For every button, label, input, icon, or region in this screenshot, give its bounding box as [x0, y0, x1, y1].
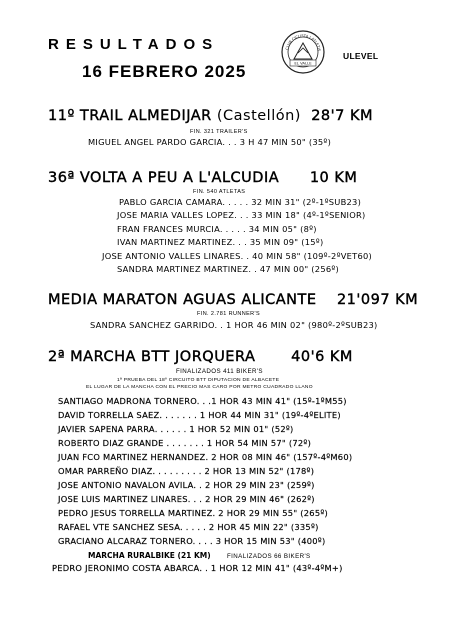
event-2-result: JOSE MARIA VALLES LOPEZ. . . 33 MIN 18" (4º-1ºSENIOR)	[117, 210, 366, 220]
event-4-note: EL LUGAR DE LA MANCHA CON EL PRECIO MAS CARO POR METRO CUADRADO LLANO	[86, 385, 313, 390]
results-date: 16 FEBRERO 2025	[82, 62, 247, 81]
logo-band-text: EL VALLE	[294, 60, 312, 66]
event-1-name: 11º TRAIL ALMEDIJAR	[48, 108, 212, 124]
event-4-result: PEDRO JESUS TORRELLA MARTINEZ. 2 HOR 29 MIN 55" (265º)	[58, 508, 328, 518]
event-3-distance: 21'097 KM	[336, 292, 419, 308]
event-4-result: OMAR PARREÑO DIAZ. . . . . . . . . 2 HOR 13 MIN 52" (178º)	[58, 466, 315, 476]
event-4-result: SANTIAGO MADRONA TORNERO. . .1 HOR 43 MIN 41" (15º-1ºM55)	[58, 396, 347, 406]
event-4-result: ROBERTO DIAZ GRANDE . . . . . . . 1 HOR 54 MIN 57" (72º)	[58, 438, 312, 448]
ruralbike-result: PEDRO JERONIMO COSTA ABARCA. . 1 HOR 12 MIN 41" (43º-4ºM+)	[52, 563, 343, 573]
event-2-distance: 10 KM	[309, 170, 358, 186]
event-4-note: 1ª PRUEBA DEL 18º CIRCUITO BTT DIPUTACION DE ALBACETE	[117, 378, 280, 383]
event-3-result: SANDRA SANCHEZ GARRIDO. . 1 HOR 46 MIN 02" (980º-2ºSUB23)	[90, 320, 378, 330]
event-3-name: MEDIA MARATON AGUAS ALICANTE	[48, 292, 317, 308]
event-3-finishers: FIN. 2.781 RUNNER'S	[197, 311, 261, 317]
event-2-result: PABLO GARCIA CAMARA. . . . . 32 MIN 31" (2º-1ºSUB23)	[119, 197, 362, 207]
event-1-place: (Castellón)	[216, 108, 301, 124]
ulevel-logo: ULEVEL	[343, 51, 379, 61]
event-3-title	[48, 292, 418, 308]
svg-text:CLUB CICLISTA I ATLETISMO: CLUB CICLISTA I ATLETIS	[285, 33, 322, 52]
event-4-name: 2ª MARCHA BTT JORQUERA	[48, 349, 256, 365]
club-logo	[280, 29, 326, 75]
event-4-result: GRACIANO ALCARAZ TORNERO. . . . 3 HOR 15 MIN 53" (400º)	[58, 536, 326, 546]
event-1-title	[48, 108, 373, 124]
event-4-result: JOSE ANTONIO NAVALON AVILA. . 2 HOR 29 MIN 23" (259º)	[58, 480, 315, 490]
event-2-result: IVAN MARTINEZ MARTINEZ. . . 35 MIN 09" (15º)	[117, 237, 324, 247]
event-4-title	[48, 349, 353, 365]
event-1-result: MIGUEL ANGEL PARDO GARCIA. . . 3 H 47 MIN 50" (35º)	[88, 137, 332, 147]
event-2-title	[48, 170, 357, 186]
event-4-result: JAVIER SAPENA PARRA. . . . . . 1 HOR 52 MIN 01" (52º)	[58, 424, 294, 434]
page-title: RESULTADOS	[48, 36, 220, 53]
event-2-finishers: FIN. 540 ATLETAS	[193, 189, 246, 195]
event-4-result: JUAN FCO MARTINEZ HERNANDEZ. 2 HOR 08 MIN 46" (157º-4ºM60)	[58, 452, 353, 462]
event-1-distance: 28'7 KM	[311, 108, 373, 124]
event-2-result: SANDRA MARTINEZ MARTINEZ. . 47 MIN 00" (256º)	[117, 264, 340, 274]
event-4-distance: 40'6 KM	[291, 349, 353, 365]
ruralbike-title: MARCHA RURALBIKE (21 KM)	[88, 551, 211, 560]
ruralbike-finishers: FINALIZADOS 66 BIKER'S	[227, 553, 311, 560]
event-2-name: 36ª VOLTA A PEU A L'ALCUDIA	[48, 170, 280, 186]
event-4-result: JOSE LUIS MARTINEZ LINARES. . . 2 HOR 29 MIN 46" (262º)	[58, 494, 315, 504]
event-4-result: RAFAEL VTE SANCHEZ SESA. . . . . 2 HOR 45 MIN 22" (335º)	[58, 522, 319, 532]
event-2-result: FRAN FRANCES MURCIA. . . . . 34 MIN 05" (8º)	[117, 224, 317, 234]
event-2-result: JOSE ANTONIO VALLES LINARES. . 40 MIN 58" (109º-2ºVET60)	[102, 251, 373, 261]
event-1-finishers: FIN. 321 TRAILER'S	[190, 129, 248, 135]
event-4-result: DAVID TORRELLA SAEZ. . . . . . . 1 HOR 44 MIN 31" (19º-4ºELITE)	[58, 410, 341, 420]
event-4-finishers: FINALIZADOS 411 BIKER'S	[176, 368, 263, 375]
